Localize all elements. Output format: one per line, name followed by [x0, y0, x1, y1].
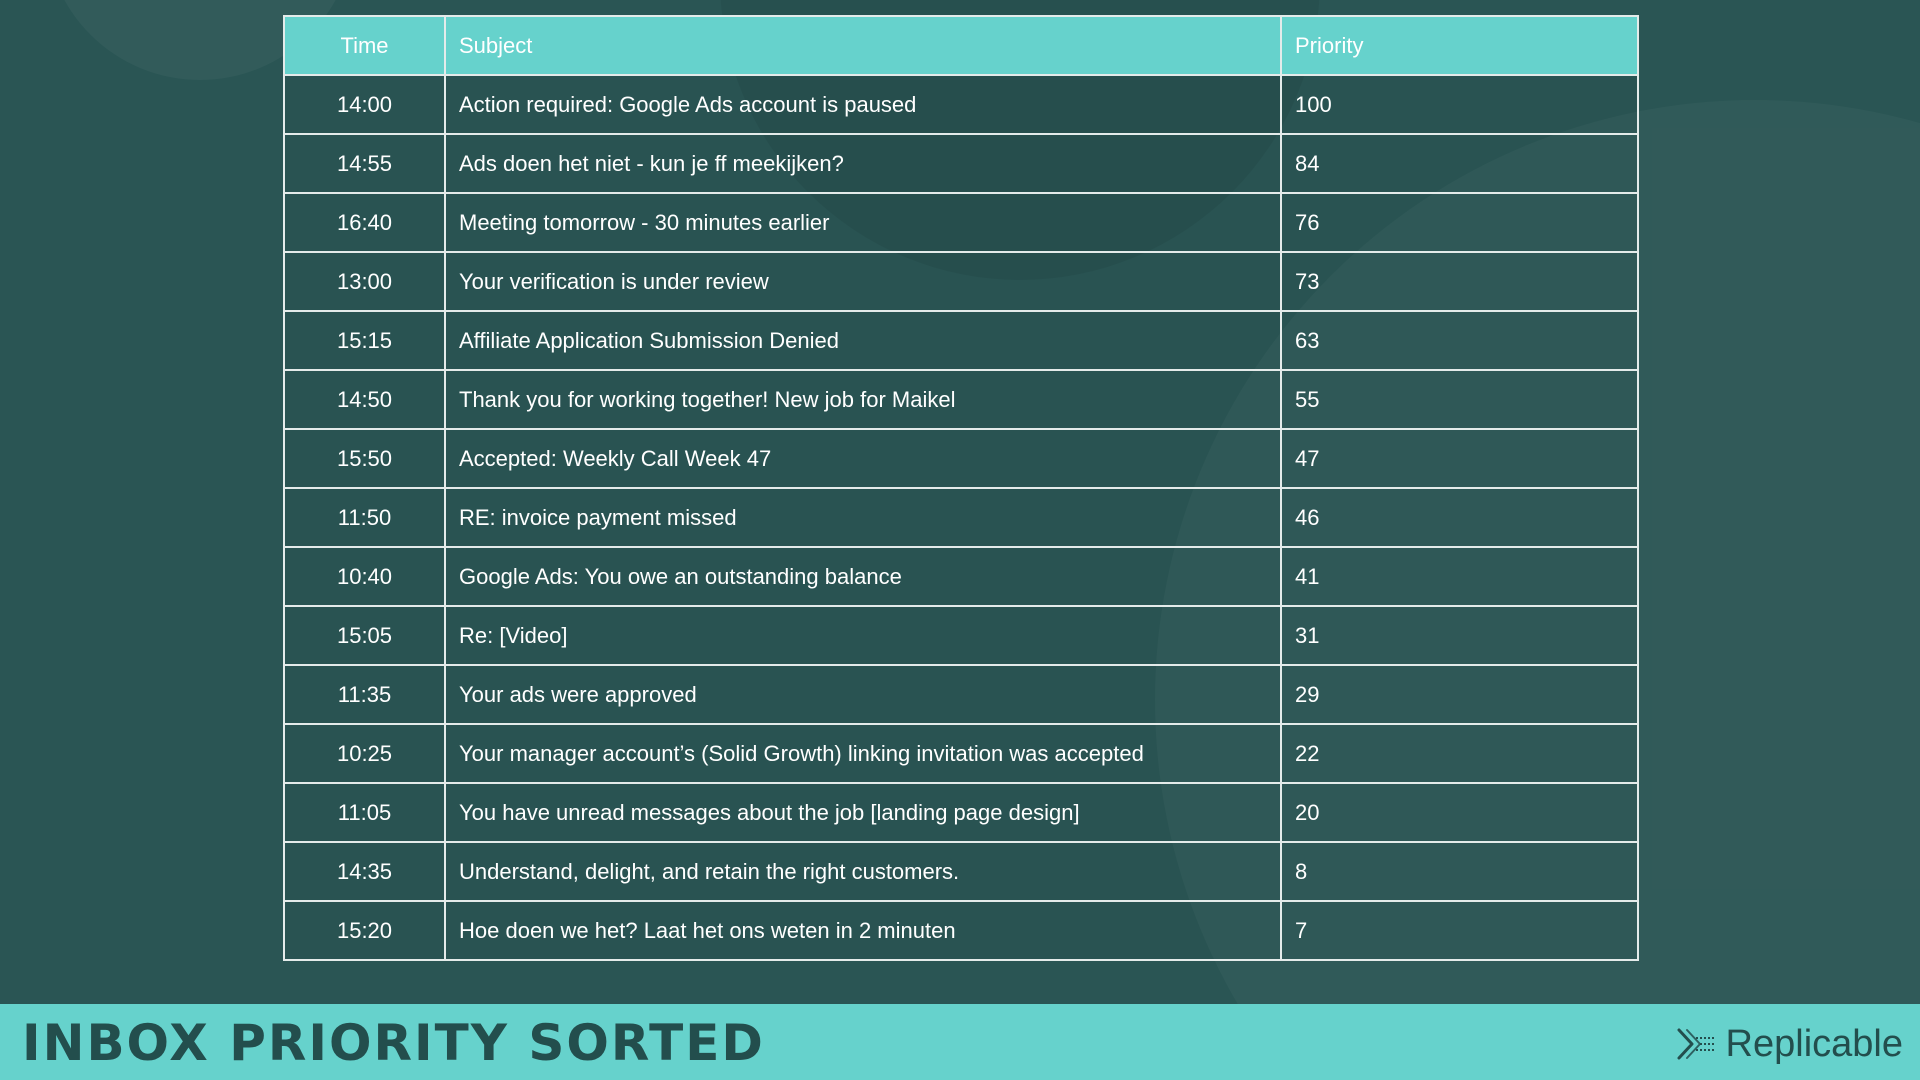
table-row: [284, 193, 1638, 252]
cell-priority: 8: [1281, 842, 1638, 901]
replicable-logo-icon: [1676, 1026, 1716, 1062]
cell-time: 14:35: [284, 842, 445, 901]
cell-time: 15:20: [284, 901, 445, 960]
inbox-priority-table: [283, 15, 1639, 961]
table-row: [284, 311, 1638, 370]
cell-time: 10:40: [284, 547, 445, 606]
cell-time: 11:05: [284, 783, 445, 842]
cell-time: 11:35: [284, 665, 445, 724]
table-row: [284, 606, 1638, 665]
cell-priority: 29: [1281, 665, 1638, 724]
header-priority: Priority: [1281, 16, 1638, 75]
cell-priority: 22: [1281, 724, 1638, 783]
cell-subject: Meeting tomorrow - 30 minutes earlier: [445, 193, 1281, 252]
table-row: [284, 901, 1638, 960]
brand-logo: [1676, 1022, 1903, 1066]
cell-time: 14:55: [284, 134, 445, 193]
cell-subject: Thank you for working together! New job for Maikel: [445, 370, 1281, 429]
cell-priority: 100: [1281, 75, 1638, 134]
table-row: [284, 370, 1638, 429]
table-row: [284, 429, 1638, 488]
cell-time: 15:05: [284, 606, 445, 665]
cell-subject: You have unread messages about the job [landing page design]: [445, 783, 1281, 842]
cell-subject: Your verification is under review: [445, 252, 1281, 311]
inbox-table-container: [283, 15, 1637, 961]
cell-priority: 20: [1281, 783, 1638, 842]
cell-priority: 55: [1281, 370, 1638, 429]
cell-priority: 46: [1281, 488, 1638, 547]
cell-priority: 47: [1281, 429, 1638, 488]
table-row: [284, 134, 1638, 193]
cell-priority: 41: [1281, 547, 1638, 606]
cell-time: 10:25: [284, 724, 445, 783]
cell-priority: 63: [1281, 311, 1638, 370]
cell-subject: Ads doen het niet - kun je ff meekijken?: [445, 134, 1281, 193]
table-row: [284, 783, 1638, 842]
cell-subject: RE: invoice payment missed: [445, 488, 1281, 547]
brand-name: Replicable: [1725, 1023, 1903, 1065]
cell-subject: Accepted: Weekly Call Week 47: [445, 429, 1281, 488]
table-row: [284, 724, 1638, 783]
header-subject: Subject: [445, 16, 1281, 75]
cell-subject: Your manager account’s (Solid Growth) linking invitation was accepted: [445, 724, 1281, 783]
cell-subject: Understand, delight, and retain the right customers.: [445, 842, 1281, 901]
cell-priority: 73: [1281, 252, 1638, 311]
cell-time: 13:00: [284, 252, 445, 311]
footer-banner: [0, 1004, 1920, 1080]
table-row: [284, 665, 1638, 724]
cell-subject: Action required: Google Ads account is paused: [445, 75, 1281, 134]
cell-priority: 84: [1281, 134, 1638, 193]
footer-title: INBOX PRIORITY SORTED: [22, 1014, 765, 1072]
cell-time: 11:50: [284, 488, 445, 547]
table-row: [284, 547, 1638, 606]
table-row: [284, 75, 1638, 134]
cell-subject: Your ads were approved: [445, 665, 1281, 724]
cell-subject: Hoe doen we het? Laat het ons weten in 2 minuten: [445, 901, 1281, 960]
cell-priority: 76: [1281, 193, 1638, 252]
cell-priority: 7: [1281, 901, 1638, 960]
cell-time: 16:40: [284, 193, 445, 252]
table-row: [284, 842, 1638, 901]
table-header-row: [284, 16, 1638, 75]
cell-time: 15:50: [284, 429, 445, 488]
table-row: [284, 252, 1638, 311]
cell-subject: Affiliate Application Submission Denied: [445, 311, 1281, 370]
cell-subject: Re: [Video]: [445, 606, 1281, 665]
table-row: [284, 488, 1638, 547]
cell-time: 14:00: [284, 75, 445, 134]
cell-subject: Google Ads: You owe an outstanding balance: [445, 547, 1281, 606]
cell-time: 15:15: [284, 311, 445, 370]
cell-priority: 31: [1281, 606, 1638, 665]
cell-time: 14:50: [284, 370, 445, 429]
header-time: Time: [284, 16, 445, 75]
